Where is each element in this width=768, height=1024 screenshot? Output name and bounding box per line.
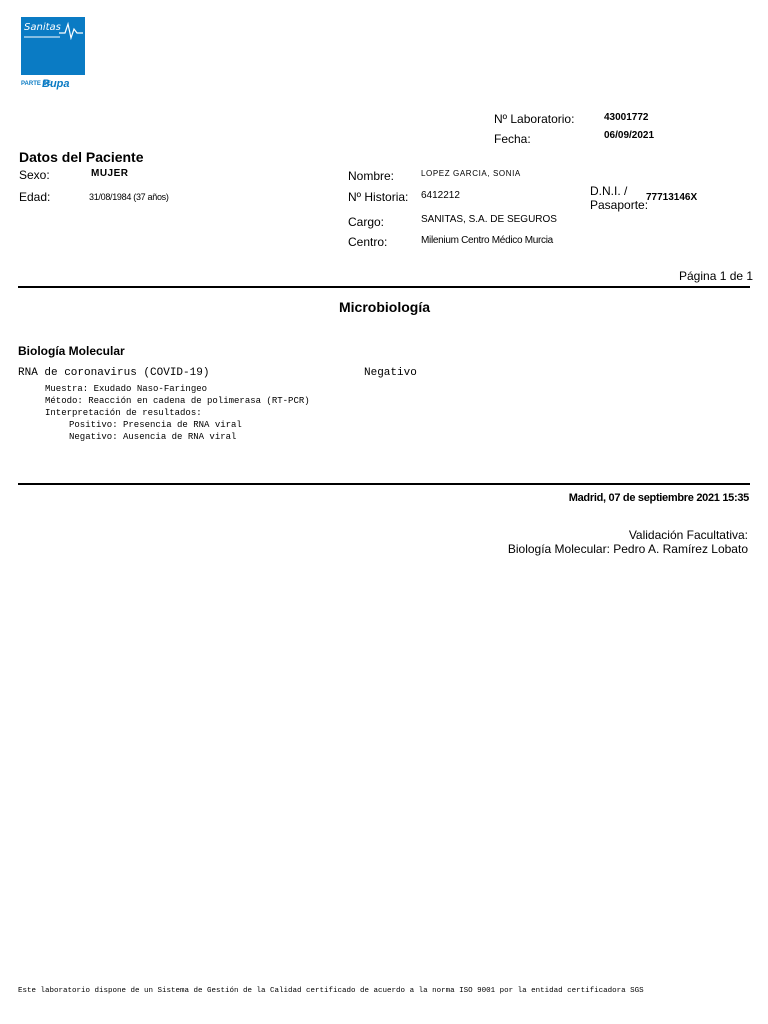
nombre-label: Nombre: [348,169,395,183]
sexo-value: MUJER [91,168,129,179]
footer-quality-note: Este laboratorio dispone de un Sistema de Gestión de la Calidad certificado de acuerdo a la norma ISO 9001 por la entidad certificadora SGS [18,987,644,995]
interpretation-positivo: Positivo: Presencia de RNA viral [69,420,242,430]
fecha-label: Fecha: [494,132,531,146]
test-name: RNA de coronavirus (COVID-19) [18,367,210,379]
nombre-value: LOPEZ GARCIA, SONIA [421,169,521,178]
validator: Biología Molecular: Pedro A. Ramírez Lobato [507,542,748,556]
header-divider [18,286,750,288]
heartbeat-icon [59,20,83,40]
fecha-value: 06/09/2021 [604,130,655,141]
logo-brand-text: Sanitas [24,22,61,33]
place-date: Madrid, 07 de septiembre 2021 15:35 [568,492,749,504]
page-number: Página 1 de 1 [679,269,754,283]
centro-label: Centro: [348,235,388,249]
laboratorio-label: Nº Laboratorio: [494,112,575,126]
edad-label: Edad: [19,190,51,204]
detail-metodo: Método: Reacción en cadena de polimerasa (RT-PCR) [45,396,310,406]
test-result: Negativo [364,367,417,379]
detail-muestra: Muestra: Exudado Naso-Faringeo [45,384,208,394]
detail-interpretacion: Interpretación de resultados: [45,408,202,418]
sexo-label: Sexo: [19,168,50,182]
dni-label-line2: Pasaporte: [590,198,649,212]
dni-label-line1: D.N.I. / [590,184,628,198]
patient-section-title: Datos del Paciente [19,149,144,165]
edad-value: 31/08/1984 (37 años) [89,192,169,202]
logo-underline-icon [24,35,60,39]
centro-value: Milenium Centro Médico Murcia [421,235,553,246]
logo-bupa: Bupa [42,78,70,90]
validation-label: Validación Facultativa: [628,528,748,542]
historia-value: 6412212 [421,190,460,201]
logo-parte-de: PARTE DE [21,81,51,87]
subsection-title: Biología Molecular [18,344,125,358]
interpretation-negativo: Negativo: Ausencia de RNA viral [69,432,237,442]
cargo-label: Cargo: [348,215,385,229]
section-title: Microbiología [339,299,430,315]
historia-label: Nº Historia: [348,190,409,204]
sanitas-logo-box [21,17,85,75]
dni-value: 77713146X [646,192,698,203]
results-divider [18,483,750,485]
laboratorio-value: 43001772 [604,112,649,123]
cargo-value: SANITAS, S.A. DE SEGUROS [421,214,557,225]
